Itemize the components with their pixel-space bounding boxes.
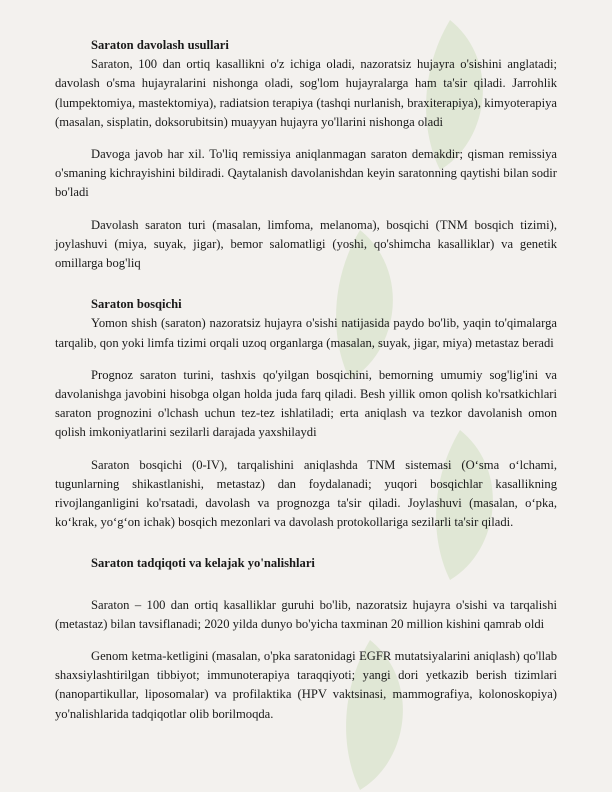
- paragraph: Davoga javob har xil. To'liq remissiya aniqlanmagan saraton demakdir; qisman remissiya o'smaning kichrayishini bildiradi. Qaytalanish davolanishdan keyin saratonning qaytishi bilan sodir bo'ladi: [55, 147, 557, 200]
- document-page: [55, 36, 557, 724]
- paragraph: Davolash saraton turi (masalan, limfoma, melanoma), bosqichi (TNM bosqich tizimi), joylashuvi (miya, suyak, jigar), bemor salomatligi (yoshi, qo'shimcha kasalliklar) va genetik omillarga bog'liq: [55, 217, 557, 271]
- section-title-staging: Saraton bosqichi: [91, 297, 182, 312]
- paragraph: Saraton – 100 dan ortiq kasalliklar guruhi bo'lib, nazoratsiz hujayra o'sishi va tarqalishi (metastaz) bilan tavsiflanadi; 2020 yilda dunyo bo'yicha taxminan 20 million kishini qamrab oldi: [55, 597, 557, 631]
- paragraph: Saraton, 100 dan ortiq kasallikni o'z ichiga oladi, nazoratsiz hujayra o'sishini anglatadi; davolash o'sma hujayralarini nishonga oladi, sog'lom hujayralarga ham ta'sir qiladi. Jarrohlik (lumpektomiya, mastektomiya), radiatsion terapiya (tashqi nurlanish, braxiterapiya), kimyoterapiya (masalan, sisplatin, doksorubitsin) muayyan hujayra yo'llarini nishonga oladi: [55, 57, 557, 129]
- section-title-research: Saraton tadqiqoti va kelajak yo'nalishlari: [91, 556, 315, 571]
- paragraph: Saraton bosqichi (0-IV), tarqalishini aniqlashda TNM sistemasi (O‘sma o‘lchami, tugunlarning shikastlanishi, metastaz) dan foydalanadi; yuqori bosqichlar kasallikning rivojlanganligini ko'rsatadi, davolash va prognozga ta'sir qiladi. Joylashuvi (masalan, o‘pka, ko‘krak, yo‘g‘on ichak) bosqich mezonlari va davolash protokollariga sezilarli ta'sir qiladi.: [55, 457, 557, 530]
- section-title-treatment: Saraton davolash usullari: [91, 38, 229, 52]
- paragraph: Prognoz saraton turini, tashxis qo'yilgan bosqichini, bemorning umumiy sog'lig'ini va davolanishga javobini hisobga olgan holda juda farq qiladi. Besh yillik omon qolish ko'rsatkichlari saraton prognozini o'lchash uchun tez-tez ishlatiladi; erta aniqlash va tezkor davolanish omon qolish imkoniyatlarini sezilarli darajada yaxshilaydi: [55, 367, 557, 440]
- paragraph: Genom ketma-ketligini (masalan, o'pka saratonidagi EGFR mutatsiyalarini aniqlash) qo'llab shaxsiylashtirilgan tibbiyot; immunoterapiya taraqqiyoti; yangi dori yetkazib berish tizimlari (nanopartikullar, liposomalar) va profilaktika (HPV vaktsinasi, mammografiya, kolonoskopiya) yo'nalishlarida tadqiqotlar olib borilmoqda.: [55, 649, 557, 721]
- paragraph: Yomon shish (saraton) nazoratsiz hujayra o'sishi natijasida paydo bo'lib, yaqin to'qimalarga tarqalib, qon yoki limfa tizimi orqali uzoq organlarga (masalan, suyak, jigar, miya) metastaz beradi: [55, 316, 557, 350]
